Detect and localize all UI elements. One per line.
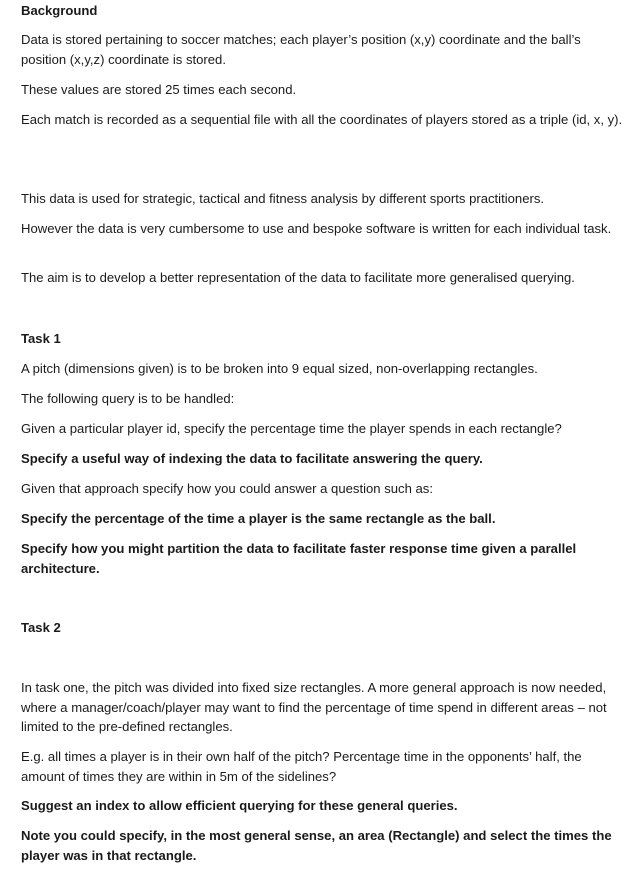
- document-page: [21, 0, 629, 876]
- task1-paragraph-5: Given that approach specify how you could answer a question such as:: [21, 481, 433, 496]
- task1-paragraph-1: A pitch (dimensions given) is to be broken into 9 equal sized, non-overlapping rectangles.: [21, 361, 538, 376]
- background-paragraph-3: Each match is recorded as a sequential file with all the coordinates of players stored as a triple (id, x, y).: [21, 112, 623, 127]
- task1-paragraph-2: The following query is to be handled:: [21, 391, 235, 406]
- task1-paragraph-6: Specify the percentage of the time a player is the same rectangle as the ball.: [21, 511, 496, 526]
- background-heading: Background: [21, 3, 98, 18]
- task1-paragraph-4: Specify a useful way of indexing the data to facilitate answering the query.: [21, 451, 483, 466]
- task2-paragraph-3: Suggest an index to allow efficient querying for these general queries.: [21, 798, 458, 813]
- task2-paragraph-2: E.g. all times a player is in their own half of the pitch? Percentage time in the opponents’ half, the amount of times they are within in 5m of the sidelines?: [21, 749, 582, 784]
- task2-paragraph-4: Note you could specify, in the most general sense, an area (Rectangle) and select the times the player was in that rectangle.: [21, 828, 612, 863]
- task2-heading: Task 2: [21, 620, 61, 635]
- background-paragraph-6: The aim is to develop a better representation of the data to facilitate more generalised querying.: [21, 270, 575, 285]
- task2-paragraph-1: In task one, the pitch was divided into fixed size rectangles. A more general approach is now needed, where a manager/coach/player may want to find the percentage of time spend in different areas – not limited to the pre-defined rectangles.: [21, 680, 607, 734]
- background-paragraph-5: However the data is very cumbersome to use and bespoke software is written for each individual task.: [21, 221, 612, 236]
- background-paragraph-2: These values are stored 25 times each second.: [21, 82, 297, 97]
- task1-heading: Task 1: [21, 331, 61, 346]
- background-paragraph-4: This data is used for strategic, tactical and fitness analysis by different sports practitioners.: [21, 191, 545, 206]
- task1-paragraph-7: Specify how you might partition the data to facilitate faster response time given a parallel architecture.: [21, 541, 577, 576]
- task1-paragraph-3: Given a particular player id, specify the percentage time the player spends in each rectangle?: [21, 421, 562, 436]
- background-paragraph-1: Data is stored pertaining to soccer matches; each player’s position (x,y) coordinate and the ball’s position (x,y,z) coordinate is stored.: [21, 32, 581, 67]
